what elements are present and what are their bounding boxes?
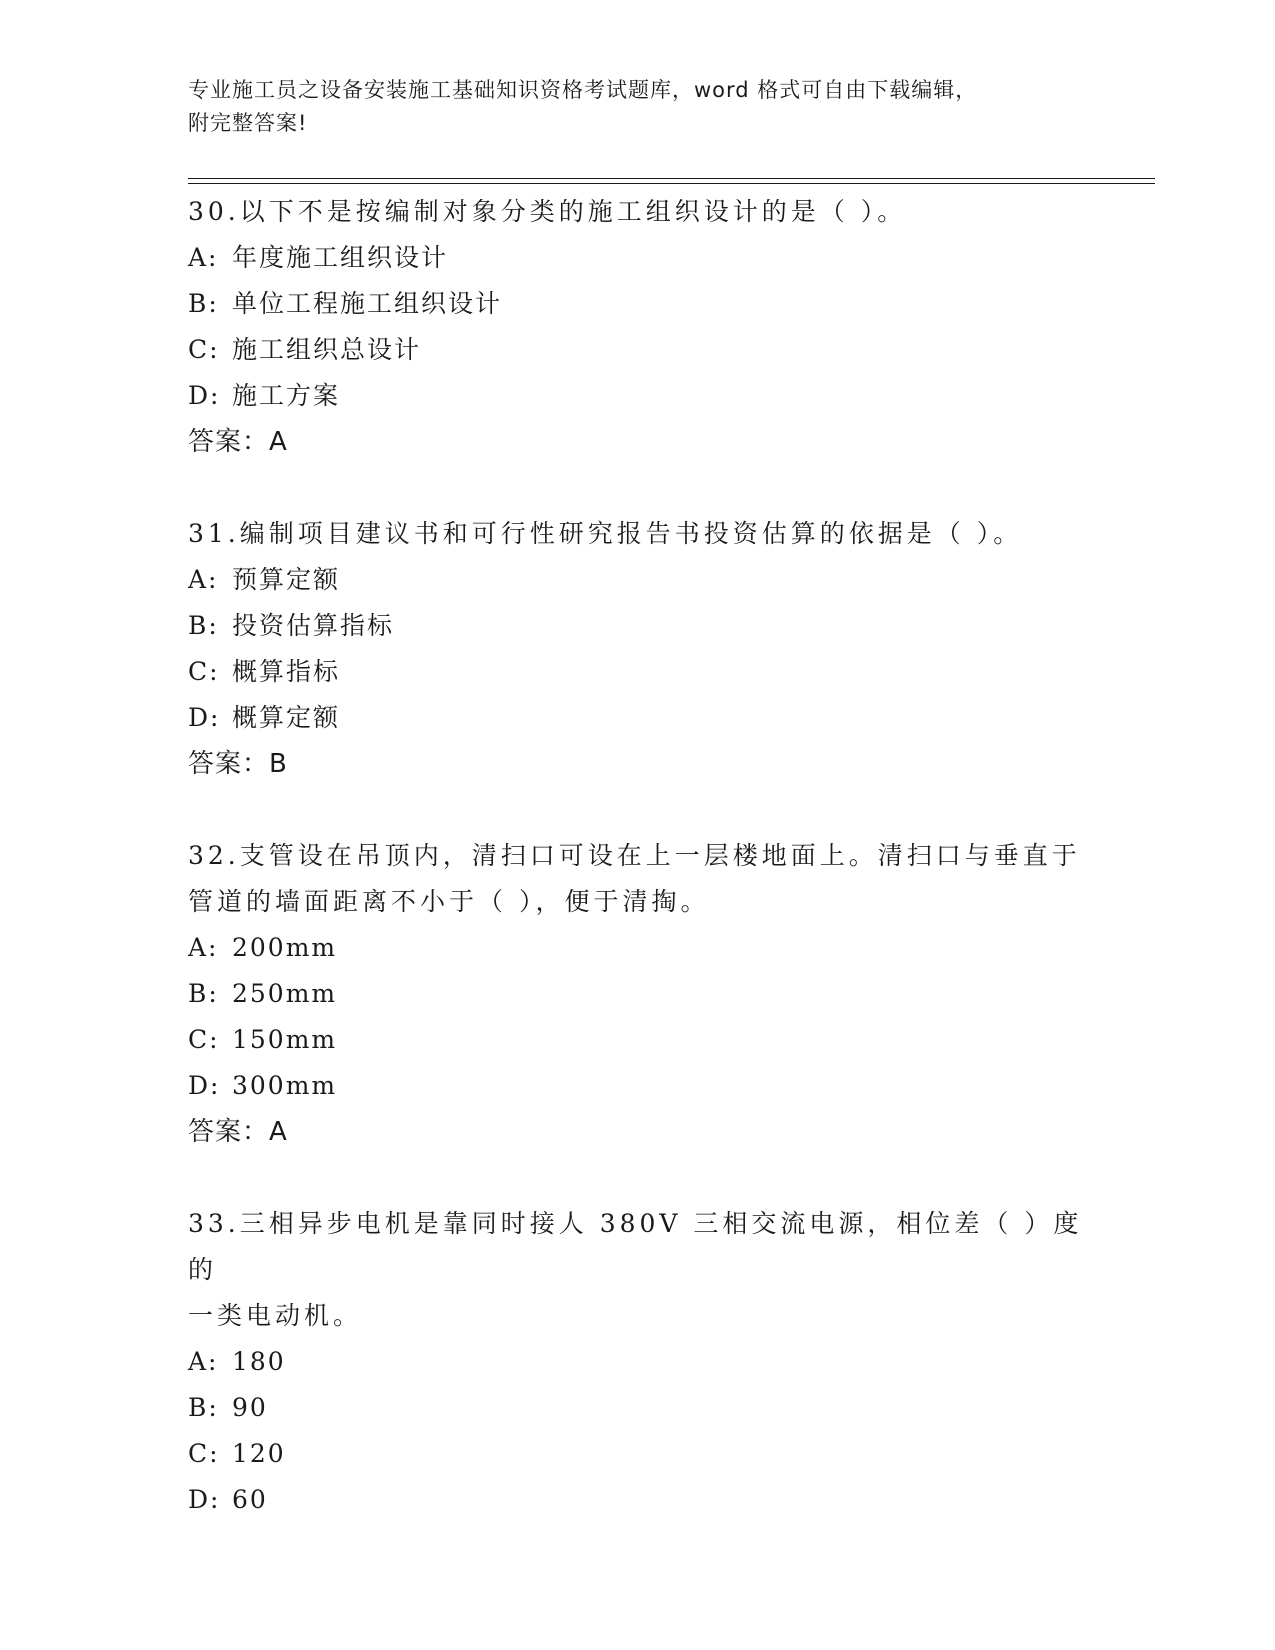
option-letter: A: [188,565,219,594]
option-c [188,649,1088,695]
question-stem-line-1: 33.三相异步电机是靠同时接人 380V 三相交流电源，相位差（ ）度的 [188,1209,1083,1284]
question-stem: 31.编制项目建议书和可行性研究报告书投资估算的依据是（ ）。 [188,519,1023,548]
option-text: 投资估算指标 [232,611,395,640]
question-stem-line-1: 32.支管设在吊顶内，清扫口可设在上一层楼地面上。清扫口与垂直于 [188,841,1081,870]
option-a [188,235,1088,281]
option-letter: C: [188,1439,220,1468]
option-letter: D: [188,1485,221,1514]
option-c [188,1431,1088,1477]
answer-label: 答案： [188,427,270,457]
question-31 [188,511,1088,787]
option-text: 90 [232,1393,268,1422]
header-line-2: 附完整答案! [188,111,308,135]
question-30 [188,189,1088,465]
option-d [188,695,1088,741]
option-text: 120 [232,1439,286,1468]
option-text: 60 [232,1485,268,1514]
option-letter: C: [188,657,220,686]
option-a [188,925,1088,971]
option-b [188,971,1088,1017]
option-letter: B: [188,979,219,1008]
question-stem-line-2: 一类电动机。 [188,1301,363,1330]
option-text: 预算定额 [232,565,341,594]
answer-line [188,741,1088,787]
option-text: 200mm [232,933,338,962]
question-list [188,189,1088,1569]
answer-value: A [269,1117,288,1147]
header-divider-bottom [188,183,1155,184]
option-letter: B: [188,289,219,318]
answer-label: 答案： [188,749,270,779]
option-letter: A: [188,243,219,272]
option-c [188,1017,1088,1063]
option-text: 概算定额 [232,703,341,732]
answer-value: A [269,427,288,457]
option-a [188,557,1088,603]
option-text: 年度施工组织设计 [232,243,449,272]
option-d [188,1063,1088,1109]
option-a [188,1339,1088,1385]
option-d [188,1477,1088,1523]
header-line-1: 专业施工员之设备安装施工基础知识资格考试题库，word 格式可自由下载编辑， [188,78,978,102]
option-letter: D: [188,1071,221,1100]
document-header [188,74,1088,140]
option-c [188,327,1088,373]
answer-value: B [269,749,288,779]
question-32 [188,833,1088,1155]
option-text: 施工方案 [232,381,341,410]
option-letter: B: [188,611,219,640]
option-text: 单位工程施工组织设计 [232,289,503,318]
option-text: 300mm [232,1071,338,1100]
option-text: 250mm [232,979,338,1008]
option-b [188,281,1088,327]
option-letter: D: [188,381,221,410]
option-letter: D: [188,703,221,732]
option-text: 180 [232,1347,286,1376]
option-b [188,1385,1088,1431]
question-33 [188,1201,1088,1523]
question-stem: 30.以下不是按编制对象分类的施工组织设计的是（ ）。 [188,197,907,226]
option-letter: B: [188,1393,219,1422]
option-letter: C: [188,335,220,364]
answer-line [188,1109,1088,1155]
option-text: 施工组织总设计 [232,335,422,364]
option-letter: A: [188,1347,219,1376]
option-d [188,373,1088,419]
question-stem-line-2: 管道的墙面距离不小于（ ），便于清掏。 [188,887,710,916]
answer-line [188,419,1088,465]
option-text: 150mm [232,1025,338,1054]
option-b [188,603,1088,649]
header-divider-top [188,178,1155,179]
option-letter: C: [188,1025,220,1054]
answer-label: 答案： [188,1117,270,1147]
option-letter: A: [188,933,219,962]
option-text: 概算指标 [232,657,341,686]
